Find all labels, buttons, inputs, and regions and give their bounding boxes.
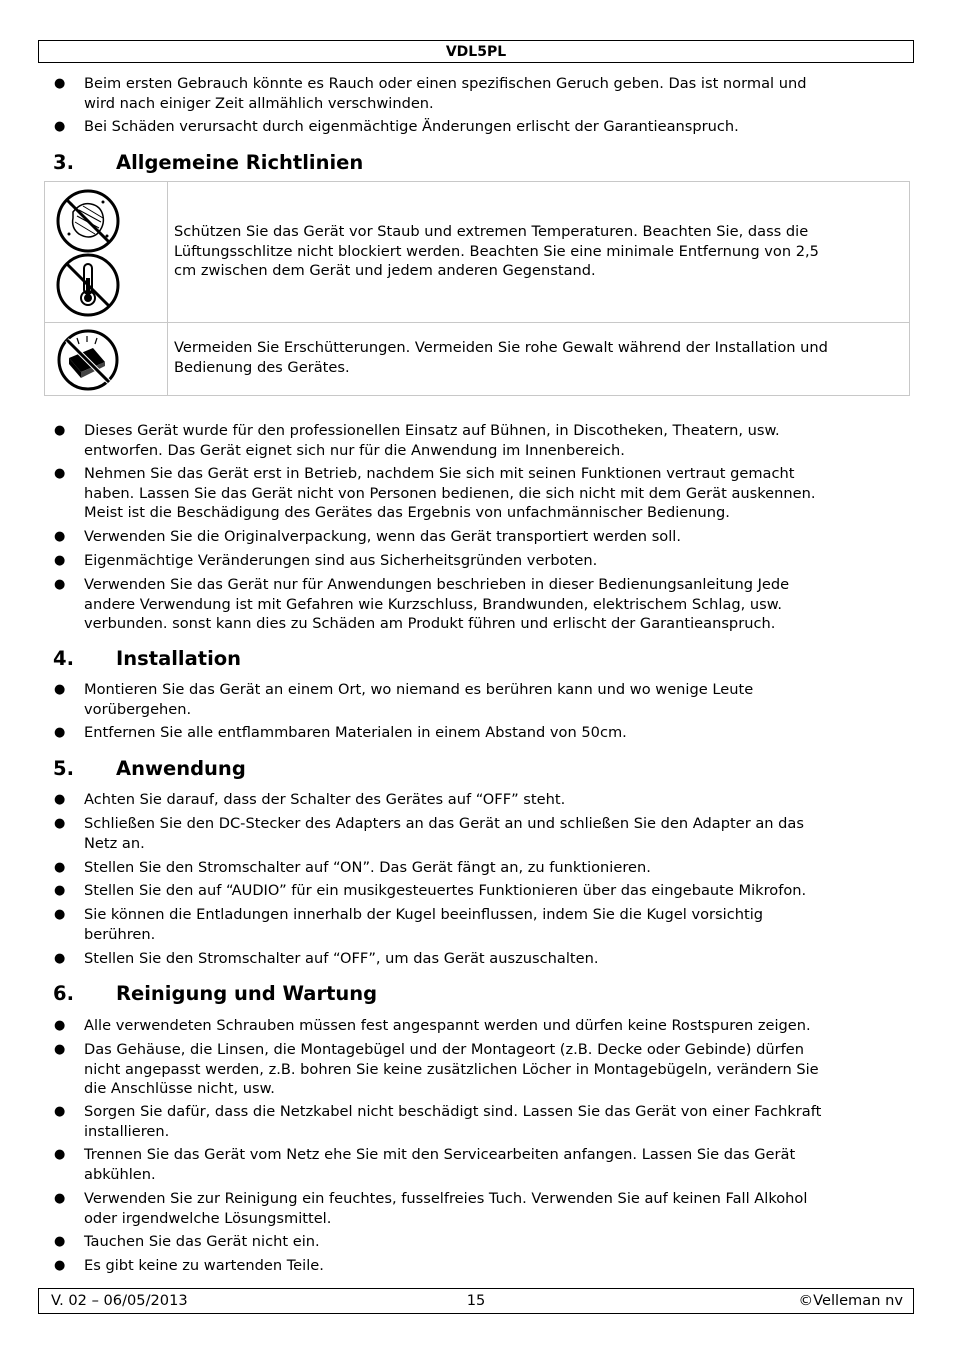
page-number: 15 <box>466 1292 486 1309</box>
page-footer <box>38 1288 914 1314</box>
no-shock-icon <box>55 328 121 392</box>
no-extreme-temperature-icon <box>55 252 121 318</box>
table-cell-text: Schützen Sie das Gerät vor Staub und extremen Temperaturen. Beachten Sie, dass die Lüftungsschlitze nicht blockiert werden. Beachten Sie eine minimale Entfernung von 2,5 cm zwischen dem Gerät und jedem anderen Gegenstand. <box>174 223 819 279</box>
copyright: ©Velleman nv <box>798 1292 903 1309</box>
no-dust-icon <box>55 188 121 254</box>
table-cell-text: Vermeiden Sie Erschütterungen. Vermeiden Sie rohe Gewalt während der Installation und Bedienung des Gerätes. <box>174 339 828 376</box>
version-date: V. 02 – 06/05/2013 <box>51 1292 188 1309</box>
header-model: VDL5PL <box>38 40 914 63</box>
manual-page: VDL5PL ● Beim ersten Gebrauch könnte es Rauch oder einen spezifischen Geruch geben. Das ist normal und wird nach einiger Zeit allmählich verschwinden. ● Bei Schäden verursacht durch eigenmächtige Änderungen erlischt der Garantieanspruch. 3. Allgemeine Richtlinien Schützen Sie das Gerät vor Staub und extremen Temperaturen. Beachten Sie, dass die Lüftungsschlitze nicht blockiert werden. Beachten Sie eine minimale Entfernung von 2,5 cm zwischen dem Gerät und jedem anderen Gegenstand. Vermeiden Sie Erschütterungen. Vermeiden Sie rohe Gewalt während der Installation und Bedienung des Gerätes. ● Dieses Gerät wurde für den professionellen Einsatz auf Bühnen, in Discotheken, Theatern, usw. entworfen. Das Gerät eignet sich nur für die Anwendung im Innenbereich. ● Nehmen Sie das Gerät erst in Betrieb, nachdem Sie sich mit seinen Funktionen vertraut gemacht haben. Lassen Sie das Gerät nicht von Personen bedienen, die sich nicht mit dem Gerät auskennen. Meist ist die Beschädigung des Gerätes das Ergebnis von unfachmännischer Bedienung. ● Verwenden Sie die Originalverpackung, wenn das Gerät transportiert werden soll. ● Eigenmächtige Veränderungen sind aus Sicherheitsgründen verboten. ● Verwenden Sie das Gerät nur für Anwendungen beschrieben in dieser Bedienungsanleitung Jede andere Verwendung ist mit Gefahren wie Kurzschluss, Brandwunden, elektrischem Schlag, usw. verbunden. sonst kann dies zu Schäden am Produkt führen und erlischt der Garantieanspruch. 4. Installation ● Montieren Sie das Gerät an einem Ort, wo niemand es berühren kann und wo wenige Leute vorübergehen. ● Entfernen Sie alle entflammbaren Materialen in einem Abstand von 50cm. 5. Anwendung ● Achten Sie darauf, dass der Schalter des Gerätes auf “OFF” steht. ● Schließen Sie den DC-Stecker des Adapters an das Gerät an und schließen Sie den Adapter an das Netz an. ● Stellen Sie den Stromschalter auf “ON”. Das Gerät fängt an, zu funktionieren. ● Stellen Sie den auf “AUDIO” für ein musikgesteuertes Funktionieren über das eingebaute Mikrofon. ● Sie können die Entladungen innerhalb der Kugel beeinflussen, indem Sie die Kugel vorsichtig berühren. ● Stellen Sie den Stromschalter auf “OFF”, um das Gerät auszuschalten. 6. Reinigung und Wartung ● Alle verwendeten Schrauben müssen fest angespannt werden und dürfen keine Rostspuren zeigen. ● Das Gehäuse, die Linsen, die Montagebügel und der Montageort (z.B. Decke oder Gebinde) dürfen nicht angepasst werden, z.B. bohren Sie keine zusätzlichen Löcher in Montagebügeln, verändern Sie die Anschlüsse nicht, usw. ● Sorgen Sie dafür, dass die Netzkabel nicht beschädigt sind. Lassen Sie das Gerät von einer Fachkraft installieren. ● Trennen Sie das Gerät vom Netz ehe Sie mit den Servicearbeiten anfangen. Lassen Sie das Gerät abkühlen. ● Verwenden Sie zur Reinigung ein feuchtes, fusselfreies Tuch. Verwenden Sie auf keinen Fall Alkohol oder irgendwelche Lösungsmittel. ● Tauchen Sie das Gerät nicht ein. ● Es gibt keine zu wartenden Teile. V. 02 – 06/05/2013 15 ©Velleman nv <box>0 0 954 1354</box>
guidelines-table <box>44 181 910 396</box>
